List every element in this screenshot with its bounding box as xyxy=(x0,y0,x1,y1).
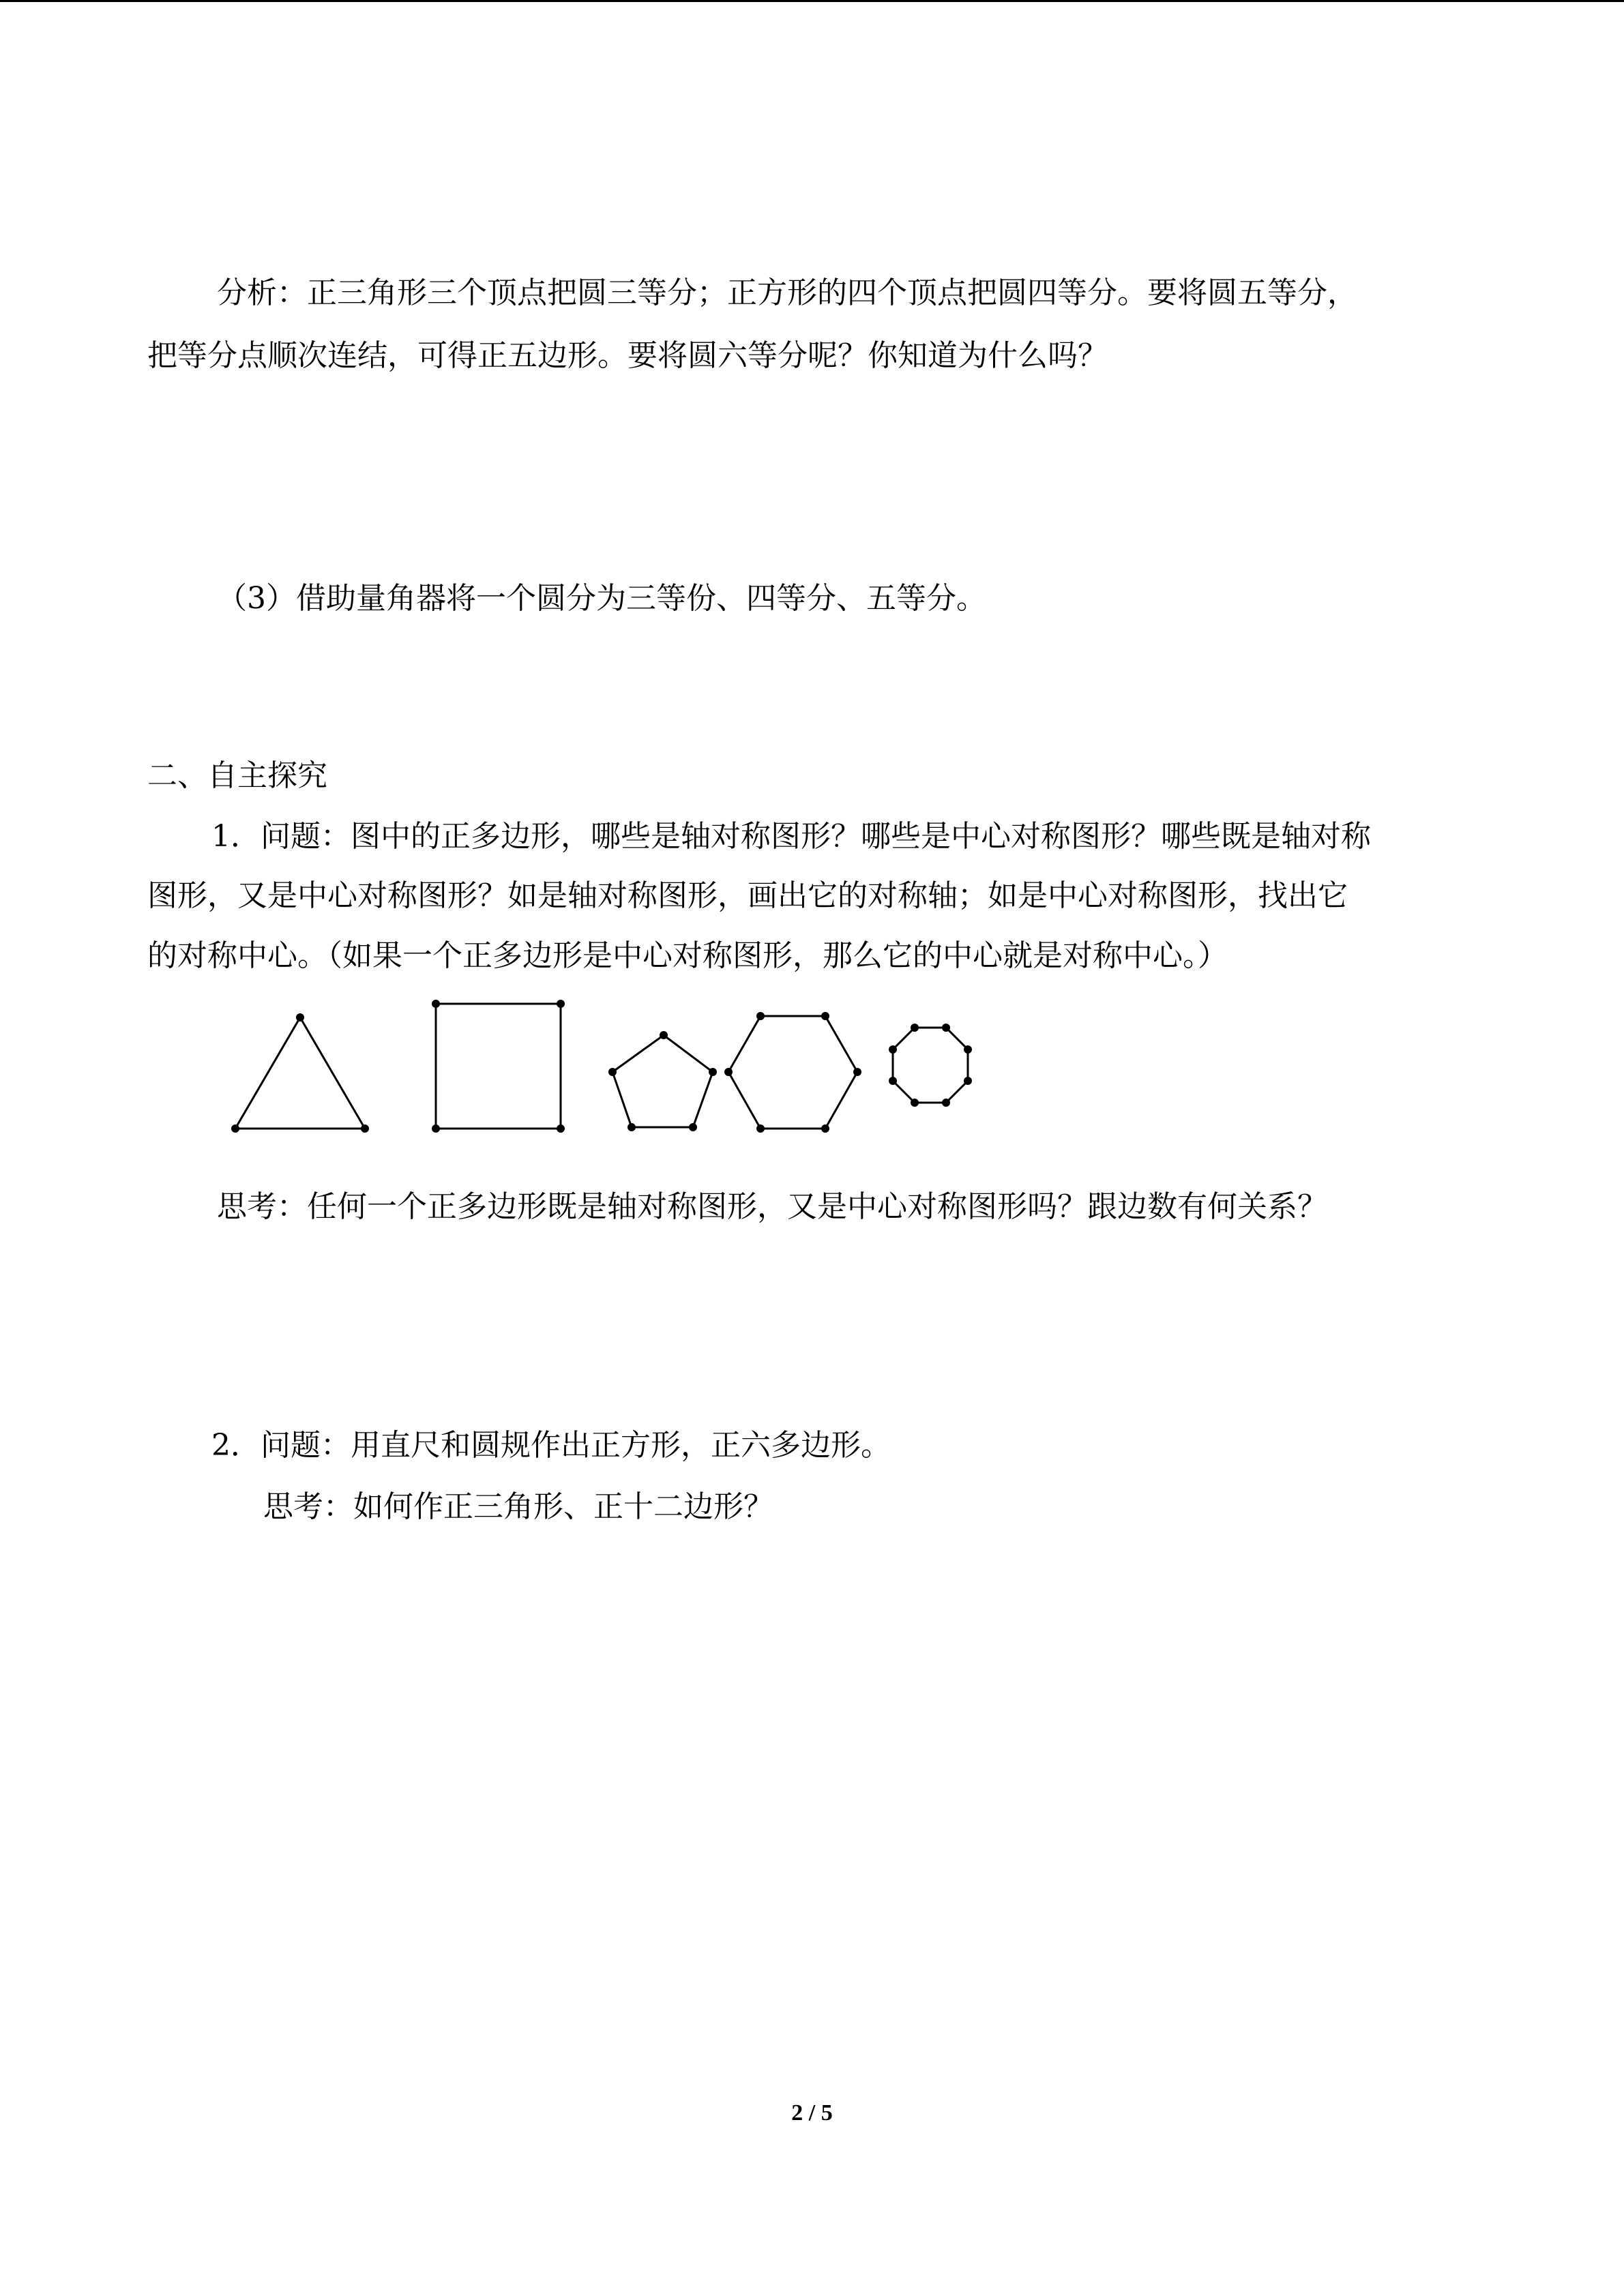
question-1-line-1: 1．问题：图中的正多边形，哪些是轴对称图形？哪些是中心对称图形？哪些既是轴对称 xyxy=(211,819,1371,854)
hexagon-icon xyxy=(728,1016,857,1129)
polygons-outline xyxy=(235,1004,968,1129)
question-1-line-3: 的对称中心。（如果一个正多边形是中心对称图形，那么它的中心就是对称中心。） xyxy=(147,938,1228,973)
regular-polygons-figure xyxy=(205,982,1023,1146)
top-border xyxy=(0,0,1624,2)
triangle-icon xyxy=(235,1017,365,1129)
page-number: 2 / 5 xyxy=(791,2100,833,2126)
vertex-dots xyxy=(231,1000,972,1133)
question-1-line-2: 图形，又是中心对称图形？如是轴对称图形，画出它的对称轴；如是中心对称图形，找出它 xyxy=(147,878,1348,913)
square-icon xyxy=(436,1004,561,1129)
analysis-line-1: 分析：正三角形三个顶点把圆三等分；正方形的四个顶点把圆四等分。要将圆五等分， xyxy=(217,275,1357,310)
octagon-icon xyxy=(893,1028,968,1103)
question-2: 2．问题：用直尺和圆规作出正方形，正六多边形。 xyxy=(211,1428,891,1463)
think-1: 思考：任何一个正多边形既是轴对称图形，又是中心对称图形吗？跟边数有何关系？ xyxy=(217,1189,1327,1224)
think-2: 思考：如何作正三角形、正十二边形？ xyxy=(263,1489,773,1524)
analysis-line-2: 把等分点顺次连结，可得正五边形。要将圆六等分呢？你知道为什么吗？ xyxy=(147,338,1108,373)
section-heading: 二、自主探究 xyxy=(147,758,327,793)
pentagon-icon xyxy=(612,1035,713,1127)
item-3: （3）借助量角器将一个圆分为三等份、四等分、五等分。 xyxy=(217,581,986,616)
